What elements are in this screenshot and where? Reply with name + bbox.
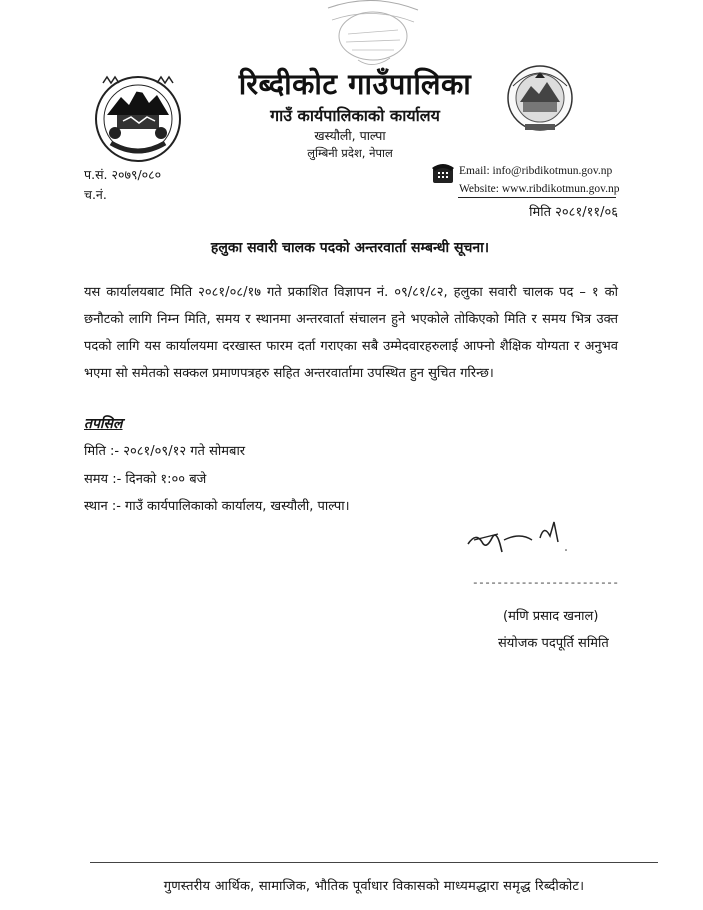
footer-divider xyxy=(90,862,658,863)
reference-number: प.सं. २०७९/०८० xyxy=(84,167,162,182)
dispatch-number: च.नं. xyxy=(84,187,107,202)
office-subtitle: गाउँ कार्यपालिकाको कार्यालय xyxy=(270,106,440,125)
contact-email: Email: info@ribdikotmun.gov.np xyxy=(459,165,613,177)
schedule-place: स्थान :- गाउँ कार्यपालिकाको कार्यालय, खस्यौली, पाल्पा। xyxy=(84,499,350,514)
letter-date: मिति २०८१/११/०६ xyxy=(529,205,618,220)
address-line: खस्यौली, पाल्पा xyxy=(314,128,386,143)
schedule-heading: तपसिल xyxy=(84,416,123,432)
office-stamp-icon xyxy=(318,0,428,70)
notice-subject: हलुका सवारी चालक पदको अन्तरवार्ता सम्बन्धी सूचना। xyxy=(210,240,490,256)
contact-website: Website: www.ribdikotmun.gov.np xyxy=(459,183,620,195)
schedule-time: समय :- दिनको १:०० बजे xyxy=(84,472,207,487)
schedule-date: मिति :- २०८१/०९/१२ गते सोमबार xyxy=(84,444,246,459)
municipality-title: रिब्दीकोट गाउँपालिका xyxy=(238,67,472,101)
notice-body: यस कार्यालयबाट मिति २०८१/०८/१७ गते प्रकाशित विज्ञापन नं. ०९/८१/८२, हलुका सवारी चालक पद – १ को छनौटको लागि निम्न मिति, समय र स्थानमा अन्तरवार्ता संचालन हुने भएकोले तोकिएको मिति र समय भित्र उक्त पदको लागि यस कार्यालयमा दरखास्त फारम दर्ता गराएका सबै उम्मेदवारहरुलाई आफ्नो शैक्षिक योग्यता र अनुभव भएमा सो समेतको सक्कल प्रमाणपत्रहरु सहित अन्तरवार्तामा उपस्थित हुन सुचित गरिन्छ। xyxy=(84,285,618,381)
footer-slogan: गुणस्तरीय आर्थिक, सामाजिक, भौतिक पूर्वाधार विकासको माध्यमद्धारा समृद्ध रिब्दीकोट। xyxy=(163,879,585,894)
signature-line: ------------------------ xyxy=(472,578,619,590)
telephone-icon xyxy=(430,160,456,186)
signer-title: संयोजक पदपूर्ति समिति xyxy=(498,636,609,651)
government-emblem-icon xyxy=(93,73,183,163)
header-divider xyxy=(458,197,616,198)
signer-name: (मणि प्रसाद खनाल) xyxy=(503,609,599,624)
province-line: लुम्बिनी प्रदेश, नेपाल xyxy=(307,146,393,160)
handwritten-signature xyxy=(462,514,572,562)
